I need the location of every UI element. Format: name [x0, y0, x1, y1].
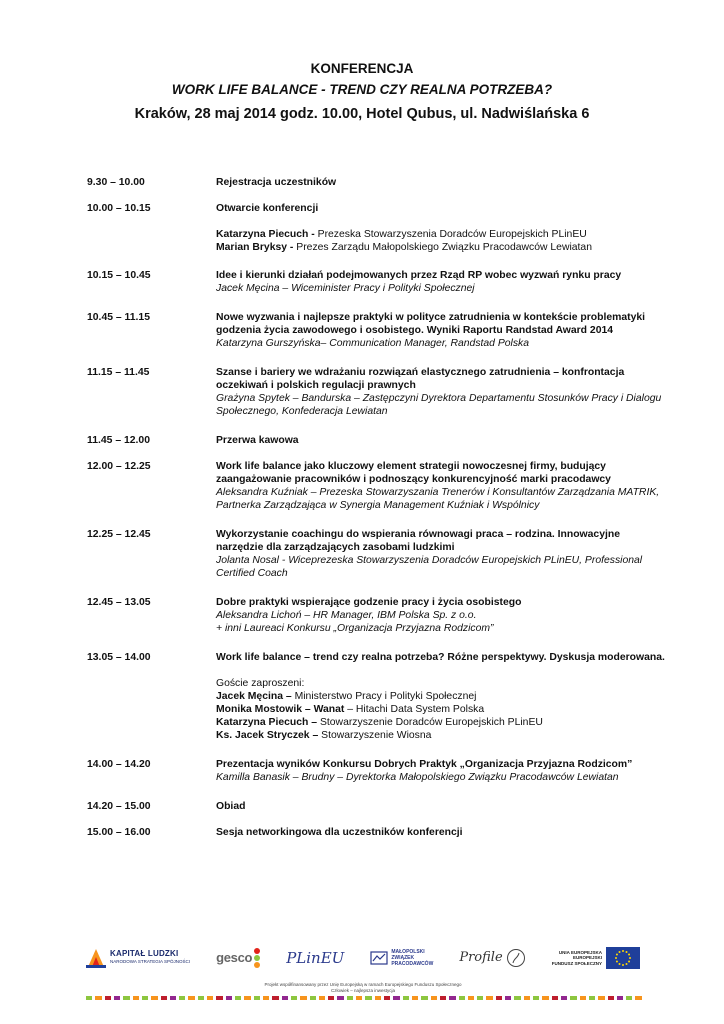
dash-segment	[505, 996, 511, 1000]
footer	[86, 938, 640, 994]
dash-segment	[142, 996, 148, 1000]
dash-segment	[151, 996, 157, 1000]
dash-segment	[431, 996, 437, 1000]
dash-segment	[608, 996, 614, 1000]
eu-star	[628, 954, 630, 956]
dash-segment	[496, 996, 502, 1000]
eu-star	[625, 951, 627, 953]
agenda-title: Idee i kierunki działań podejmowanych przez Rząd RP wobec wyzwań rynku pracy	[216, 270, 622, 281]
dash-segment	[263, 996, 269, 1000]
dash-segment	[161, 996, 167, 1000]
dash-segment	[198, 996, 204, 1000]
agenda-time: 9.30 – 10.00	[87, 177, 145, 188]
eu-flag-icon	[606, 947, 640, 969]
agenda-title: Otwarcie konferencji	[216, 203, 319, 214]
agenda-person	[216, 716, 667, 729]
eu-star	[622, 964, 624, 966]
person-role: Stowarzyszenie Doradców Europejskich PLinEU	[317, 717, 543, 728]
agenda-row	[87, 596, 667, 635]
agenda-title: Wykorzystanie coachingu do wspierania równowagi praca – rodzina. Innowacyjne narzędzie dla zarządzających zasobami ludzkimi	[216, 529, 620, 553]
dash-segment	[95, 996, 101, 1000]
dash-segment	[235, 996, 241, 1000]
mzp-icon	[370, 950, 388, 966]
person-name: Monika Mostowik – Wanat	[216, 704, 345, 715]
agenda-title: Obiad	[216, 801, 246, 812]
agenda-person	[216, 241, 667, 254]
dash-segment	[310, 996, 316, 1000]
funding-caption	[86, 982, 640, 994]
agenda-content	[216, 651, 667, 742]
agenda-person	[216, 729, 667, 742]
agenda-content	[216, 311, 667, 350]
gesco-dot	[254, 955, 260, 961]
agenda-time: 14.20 – 15.00	[87, 801, 151, 812]
agenda-person	[216, 228, 667, 241]
person-name: Katarzyna Piecuch –	[216, 717, 318, 728]
agenda-content	[216, 596, 667, 635]
agenda-time: 13.05 – 14.00	[87, 652, 151, 663]
agenda-time: 11.15 – 11.45	[87, 367, 150, 378]
agenda-content	[216, 269, 667, 295]
person-role: Prezeska Stowarzyszenia Doradców Europejskich PLinEU	[314, 229, 587, 240]
agenda-title: Dobre praktyki wspierające godzenie pracy i życia osobistego	[216, 597, 522, 608]
agenda-title: Work life balance jako kluczowy element strategii nowoczesnej firmy, budujący zaangażowanie pracowników i podnoszący konkurencyjność marki pracodawcy	[216, 461, 611, 485]
gesco-dots-icon	[254, 948, 260, 968]
agenda-content	[216, 460, 667, 512]
gesco-logo	[216, 948, 260, 968]
dash-segment	[626, 996, 632, 1000]
dash-segment	[486, 996, 492, 1000]
agenda-title: Nowe wyzwania i najlepsze praktyki w polityce zatrudnienia w kontekście problematyki godzenia życia zawodowego i osobistego. Wyniki Raportu Randstad Award 2014	[216, 312, 646, 336]
profile-circle-icon	[506, 948, 526, 968]
agenda-title: Sesja networkingowa dla uczestników konferencji	[216, 827, 463, 838]
agenda-time: 12.45 – 13.05	[87, 597, 151, 608]
mzp-line-3: PRACODAWCÓW	[391, 961, 434, 967]
agenda-content	[216, 202, 667, 254]
agenda-speaker: Aleksandra Lichoń – HR Manager, IBM Polska Sp. z o.o.	[216, 610, 477, 621]
agenda-time: 10.45 – 11.15	[87, 312, 150, 323]
dash-segment	[375, 996, 381, 1000]
mzp-logo	[370, 949, 433, 967]
eu-star	[618, 951, 620, 953]
dash-segment	[635, 996, 641, 1000]
eu-star	[616, 954, 618, 956]
dash-segment	[347, 996, 353, 1000]
dash-segment	[272, 996, 278, 1000]
dash-segment	[403, 996, 409, 1000]
agenda-speaker: Aleksandra Kuźniak – Prezeska Stowarzyszania Trenerów i Konsultantów Zarządzania MATRIK, Partnerka Zarządzająca w Synergia Management Kuźniak i Wspólnicy	[216, 487, 660, 511]
agenda-content	[216, 800, 667, 813]
agenda-speaker: Jacek Męcina – Wiceminister Pracy i Polityki Społecznej	[216, 283, 475, 294]
eu-logo	[552, 947, 640, 969]
kapital-ludzki-subtitle: NARODOWA STRATEGIA SPÓJNOŚCI	[110, 959, 191, 964]
agenda-time: 14.00 – 14.20	[87, 759, 151, 770]
dash-segment	[244, 996, 250, 1000]
dash-segment	[589, 996, 595, 1000]
dash-segment	[356, 996, 362, 1000]
agenda-time: 12.25 – 12.45	[87, 529, 151, 540]
dash-segment	[365, 996, 371, 1000]
dash-segment	[282, 996, 288, 1000]
kapital-ludzki-title: KAPITAŁ LUDZKI	[110, 949, 179, 958]
mzp-line-2: ZWIĄZEK	[391, 955, 415, 961]
agenda-content	[216, 434, 667, 447]
kapital-ludzki-logo	[86, 947, 190, 969]
dash-segment	[617, 996, 623, 1000]
dash-segment	[337, 996, 343, 1000]
sponsor-logos	[86, 938, 640, 978]
dash-segment	[319, 996, 325, 1000]
agenda-row	[87, 269, 667, 295]
mzp-line-1: MAŁOPOLSKI	[391, 949, 425, 955]
agenda-row	[87, 311, 667, 350]
eu-star	[618, 963, 620, 965]
dash-segment	[552, 996, 558, 1000]
gesco-dot	[254, 962, 260, 968]
eu-line-2: EUROPEJSKI	[572, 955, 602, 961]
dash-segment	[459, 996, 465, 1000]
eu-star	[629, 957, 631, 959]
agenda-row	[87, 528, 667, 580]
agenda-speaker: Katarzyna Gurszyńska– Communication Manager, Randstad Polska	[216, 338, 530, 349]
dash-segment	[514, 996, 520, 1000]
agenda-speaker: Kamilla Banasik – Brudny – Dyrektorka Małopolskiego Związku Pracodawców Lewiatan	[216, 772, 619, 783]
agenda-row	[87, 758, 667, 784]
agenda-title: Work life balance – trend czy realna potrzeba? Różne perspektywy. Dyskusja moderowana.	[216, 652, 665, 663]
dash-segment	[114, 996, 120, 1000]
dash-segment	[542, 996, 548, 1000]
dash-segment	[477, 996, 483, 1000]
dash-segment	[179, 996, 185, 1000]
agenda-time: 10.15 – 10.45	[87, 270, 151, 281]
dash-segment	[86, 996, 92, 1000]
dash-segment	[133, 996, 139, 1000]
guests-label: Goście zaproszeni:	[216, 678, 305, 689]
eu-star	[615, 957, 617, 959]
agenda-row	[87, 202, 667, 254]
person-name: Ks. Jacek Stryczek –	[216, 730, 319, 741]
agenda-speaker: Grażyna Spytek – Bandurska – Zastępczyni Dyrektora Departamentu Stosunków Pracy i Dialogu Społecznego, Konfederacja Lewiatan	[216, 393, 662, 417]
dash-segment	[468, 996, 474, 1000]
eu-star	[622, 950, 624, 952]
eu-star	[616, 961, 618, 963]
agenda-row	[87, 460, 667, 512]
kapital-ludzki-icon	[86, 947, 106, 969]
conference-label: KONFERENCJA	[310, 61, 414, 76]
agenda-speaker: Jolanta Nosal - Wiceprezeska Stowarzyszenia Doradców Europejskich PLinEU, Professional Certified Coach	[216, 555, 643, 579]
dash-segment	[226, 996, 232, 1000]
person-role: Stowarzyszenie Wiosna	[318, 730, 432, 741]
person-role: Ministerstwo Pracy i Polityki Społecznej	[291, 691, 477, 702]
person-name: Katarzyna Piecuch -	[216, 229, 315, 240]
agenda-content	[216, 366, 667, 418]
agenda-title: Prezentacja wyników Konkursu Dobrych Praktyk „Organizacja Przyjazna Rodzicom”	[216, 759, 633, 770]
dash-segment	[570, 996, 576, 1000]
dash-segment	[421, 996, 427, 1000]
agenda-row	[87, 800, 667, 813]
person-name: Jacek Męcina –	[216, 691, 292, 702]
agenda-content	[216, 176, 667, 189]
person-name: Marian Bryksy -	[216, 242, 294, 253]
person-role: Prezes Zarządu Małopolskiego Związku Pracodawców Lewiatan	[293, 242, 592, 253]
funding-caption-line-1: Projekt współfinansowany przez Unię Europejską w ramach Europejskiego Funduszu Społecznego	[264, 982, 462, 987]
agenda-row	[87, 366, 667, 418]
agenda-person	[216, 690, 667, 703]
agenda-content	[216, 528, 667, 580]
dash-segment	[561, 996, 567, 1000]
dash-segment	[393, 996, 399, 1000]
document-header	[0, 60, 724, 125]
eu-star	[625, 963, 627, 965]
dash-segment	[123, 996, 129, 1000]
dash-segment	[188, 996, 194, 1000]
dash-segment	[580, 996, 586, 1000]
eu-line-3: FUNDUSZ SPOŁECZNY	[551, 960, 602, 966]
agenda-title: Szanse i bariery we wdrażaniu rozwiązań elastycznego zatrudnienia – konfrontacja oczekiwań i polskich regulacji prawnych	[216, 367, 625, 391]
agenda-row	[87, 434, 667, 447]
agenda-row	[87, 826, 667, 839]
agenda-time: 15.00 – 16.00	[87, 827, 151, 838]
plineu-logo: PLinEU	[286, 949, 345, 967]
dash-segment	[291, 996, 297, 1000]
agenda-person	[216, 703, 667, 716]
eu-line-1: UNIA EUROPEJSKA	[558, 949, 602, 955]
dash-segment	[524, 996, 530, 1000]
dash-segment	[254, 996, 260, 1000]
dash-segment	[384, 996, 390, 1000]
dash-segment	[440, 996, 446, 1000]
agenda-time: 11.45 – 12.00	[87, 435, 150, 446]
funding-caption-line-2: Człowiek – najlepsza inwestycja	[330, 988, 396, 993]
conference-place-date: Kraków, 28 maj 2014 godz. 10.00, Hotel Qubus, ul. Nadwiślańska 6	[134, 106, 590, 122]
profile-logo	[459, 948, 525, 968]
agenda-content	[216, 826, 667, 839]
agenda-time: 10.00 – 10.15	[87, 203, 151, 214]
profile-wordmark: Profile	[459, 950, 503, 965]
eu-star	[628, 961, 630, 963]
dash-segment	[207, 996, 213, 1000]
agenda-list	[87, 176, 667, 839]
gesco-wordmark: gesco	[216, 950, 253, 965]
dash-segment	[328, 996, 334, 1000]
dash-segment	[412, 996, 418, 1000]
agenda-speaker-extra: + inni Laureaci Konkursu „Organizacja Przyjazna Rodzicom”	[216, 623, 494, 634]
dash-segment	[449, 996, 455, 1000]
agenda-title: Rejestracja uczestników	[216, 177, 337, 188]
agenda-row	[87, 176, 667, 189]
dash-segment	[170, 996, 176, 1000]
color-dash-bar	[86, 996, 642, 1000]
dash-segment	[598, 996, 604, 1000]
agenda-row	[87, 651, 667, 742]
person-role: – Hitachi Data System Polska	[344, 704, 485, 715]
dash-segment	[300, 996, 306, 1000]
agenda-title: Przerwa kawowa	[216, 435, 299, 446]
agenda-time: 12.00 – 12.25	[87, 461, 151, 472]
conference-title: WORK LIFE BALANCE - TREND CZY REALNA POTRZEBA?	[171, 82, 553, 97]
dash-segment	[533, 996, 539, 1000]
gesco-dot	[254, 948, 260, 954]
dash-segment	[105, 996, 111, 1000]
agenda-content	[216, 758, 667, 784]
dash-segment	[216, 996, 222, 1000]
